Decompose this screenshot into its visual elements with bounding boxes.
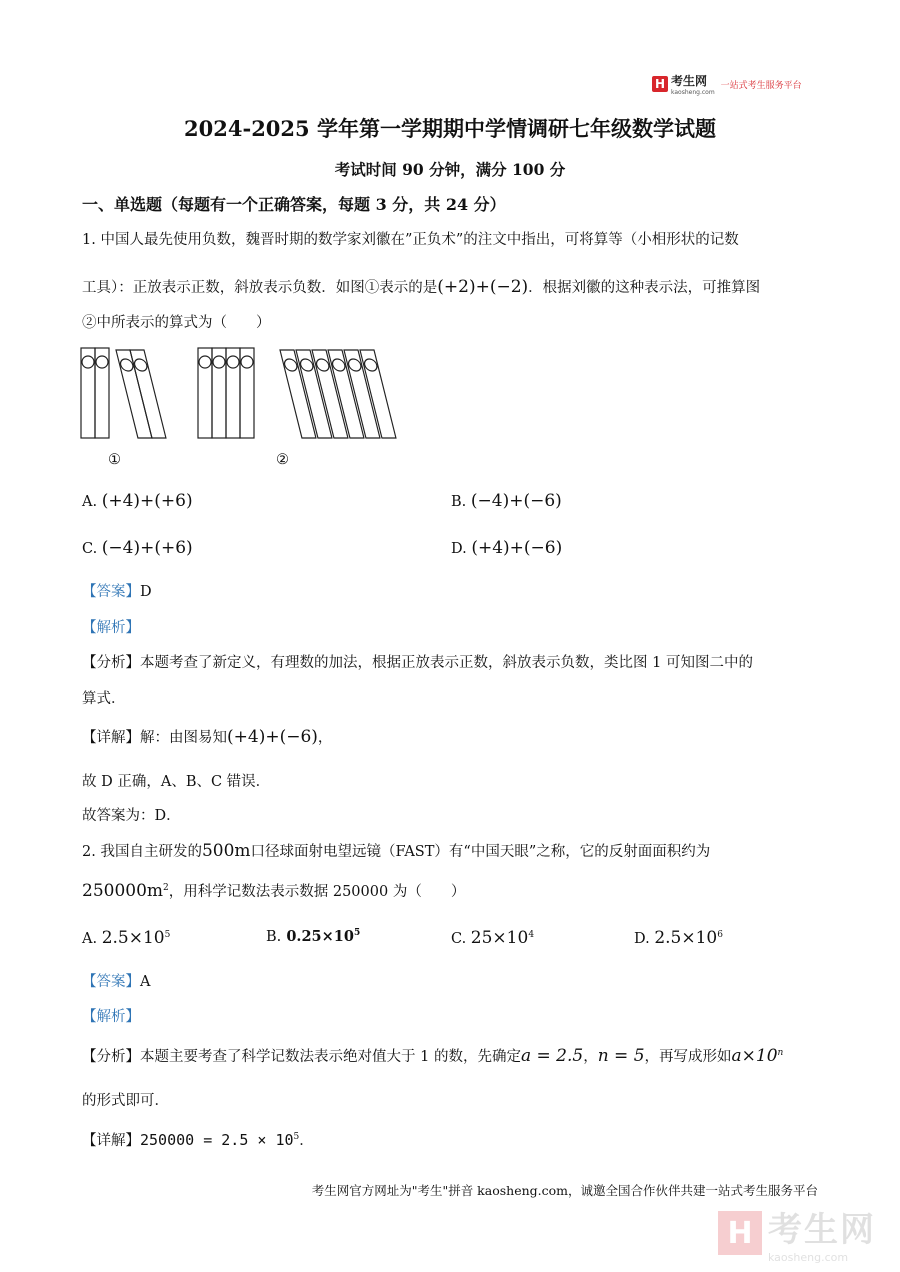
q1-option-d bbox=[451, 538, 562, 558]
rod-upright bbox=[81, 348, 95, 438]
fig1-upright-rods bbox=[81, 348, 109, 438]
logo-slogan: 一站式考生服务平台 bbox=[720, 80, 802, 91]
rod-upright bbox=[240, 348, 254, 438]
q2-option-c bbox=[451, 928, 534, 948]
q2-answer bbox=[82, 970, 150, 991]
q2-line1-math: 500m bbox=[201, 841, 251, 861]
rod-upright bbox=[198, 348, 212, 438]
q2-line2-math: 250000m bbox=[82, 881, 164, 901]
q2-line1 bbox=[82, 840, 710, 861]
fenxi-a: a = 2.5 bbox=[520, 1046, 584, 1066]
page-title: 2024-2025 学年第一学期期中学情调研七年级数学试题 bbox=[184, 116, 716, 141]
option-base: 0.25×10 bbox=[286, 928, 354, 945]
option-letter: C. bbox=[82, 541, 98, 557]
rod-upright bbox=[212, 348, 226, 438]
option-letter: A. bbox=[82, 931, 98, 947]
q2-line2 bbox=[82, 880, 465, 901]
option-letter: C. bbox=[451, 931, 467, 947]
fig2-label: ② bbox=[276, 452, 289, 468]
option-letter: B. bbox=[266, 929, 282, 945]
q1-line2 bbox=[82, 276, 760, 297]
q2-option-d bbox=[634, 928, 723, 948]
answer-tag: 【答案】 bbox=[82, 584, 140, 600]
answer-value: D bbox=[140, 584, 152, 600]
q1-conclusion2: 故答案为：D． bbox=[82, 808, 181, 824]
q2-line1b: 口径球面射电望远镜（FAST）有“中国天眼”之称，它的反射面面积约为 bbox=[250, 844, 711, 860]
q1-line3: ②中所表示的算式为（ ） bbox=[82, 315, 271, 331]
option-base: 25×10 bbox=[470, 928, 529, 948]
q2-xiangjie bbox=[82, 1129, 314, 1150]
counting-rods-figure bbox=[78, 342, 408, 472]
rod-slanted bbox=[344, 350, 380, 438]
watermark-icon: H bbox=[718, 1211, 762, 1255]
q2-line1a: 2. 我国自主研发的 bbox=[82, 844, 202, 860]
rod-upright bbox=[226, 348, 240, 438]
watermark-name: 考生网 bbox=[768, 1210, 876, 1250]
option-math: (+4)+(+6) bbox=[101, 491, 193, 511]
xiangjie-math: (+4)+(−6) bbox=[227, 727, 318, 747]
q1-line2b: ．根据刘徽的这种表示法，可推算图 bbox=[528, 280, 761, 296]
watermark-url: kaosheng.com bbox=[768, 1251, 849, 1264]
q1-line2-math: (+2)+(−2) bbox=[437, 277, 529, 297]
fig1-label: ① bbox=[108, 452, 121, 468]
option-letter: B. bbox=[451, 494, 467, 510]
fig2-slanted-rods bbox=[280, 350, 396, 438]
q1-option-c bbox=[82, 538, 193, 558]
fenxi-form: a×10 bbox=[731, 1046, 778, 1066]
fenxi-form-exp: n bbox=[777, 1048, 784, 1059]
option-math: (+4)+(−6) bbox=[471, 538, 563, 558]
q1-option-a bbox=[82, 491, 193, 511]
q2-option-b bbox=[266, 928, 360, 945]
watermark-logo bbox=[718, 1202, 876, 1264]
option-math: (−4)+(−6) bbox=[470, 491, 562, 511]
option-exp: 6 bbox=[717, 930, 723, 941]
fenxi-tag: 【分析】 bbox=[82, 1049, 140, 1065]
xiangjie-end: ， bbox=[317, 730, 333, 746]
option-exp: 4 bbox=[528, 930, 535, 941]
fig1-slanted-rods bbox=[116, 350, 166, 438]
xiangjie-tag: 【详解】 bbox=[82, 730, 140, 746]
logo-name: 考生网 bbox=[671, 74, 708, 88]
q2-option-a bbox=[82, 928, 170, 948]
option-exp: 5 bbox=[164, 930, 171, 941]
rod-upright bbox=[95, 348, 109, 438]
rod-slanted bbox=[312, 350, 348, 438]
q2-line2-sup: 2 bbox=[163, 883, 169, 894]
q2-fenxi-line2: 的形式即可． bbox=[82, 1093, 169, 1109]
q2-line2b: ，用科学记数法表示数据 250000 为（ ） bbox=[168, 884, 466, 900]
fenxi-text: 本题考查了新定义，有理数的加法，根据正放表示正数，斜放表示负数，类比图 1 可知图二中的 bbox=[140, 655, 753, 671]
q1-line2a: 工具）：正放表示正数，斜放表示负数．如图①表示的是 bbox=[82, 280, 438, 296]
page-subtitle: 考试时间 90 分钟，满分 100 分 bbox=[334, 160, 566, 179]
fenxi-text-b: ，再写成形如 bbox=[644, 1049, 732, 1065]
option-math: (−4)+(+6) bbox=[101, 538, 193, 558]
rod-slanted bbox=[280, 350, 316, 438]
footer-text: 考生网官方网址为"考生"拼音 kaosheng.com，诚邀全国合作伙伴共建一站式考生服务平台 bbox=[311, 1183, 818, 1198]
fig2-upright-rods bbox=[198, 348, 254, 438]
section-heading: 一、单选题（每题有一个正确答案，每题 3 分，共 24 分） bbox=[82, 195, 506, 214]
rod-slanted bbox=[328, 350, 364, 438]
q1-conclusion1: 故 D 正确，A、B、C 错误． bbox=[82, 774, 271, 790]
answer-value: A bbox=[140, 974, 151, 990]
xiangjie-text: 解：由图易知 bbox=[140, 730, 227, 746]
q1-line1: 1. 中国人最先使用负数，魏晋时期的数学家刘徽在”正负术”的注文中指出，可将算等（小相形状的记数 bbox=[82, 232, 739, 248]
xiangjie-exp: 5 bbox=[293, 1132, 300, 1143]
answer-tag: 【答案】 bbox=[82, 974, 140, 990]
fenxi-text: 本题主要考查了科学记数法表示绝对值大于 1 的数，先确定 bbox=[140, 1049, 521, 1065]
logo-url: kaosheng.com bbox=[671, 89, 715, 96]
logo-icon: H bbox=[652, 76, 668, 92]
q1-option-b bbox=[451, 491, 562, 511]
q1-analysis-tag: 【解析】 bbox=[82, 620, 140, 636]
q2-fenxi-line1 bbox=[82, 1045, 783, 1066]
xiangjie-tag: 【详解】 bbox=[82, 1133, 140, 1149]
option-exp: 5 bbox=[353, 928, 361, 939]
rod-slanted bbox=[296, 350, 332, 438]
fenxi-n: n = 5 bbox=[597, 1046, 645, 1066]
fenxi-tag: 【分析】 bbox=[82, 655, 140, 671]
xiangjie-end: ． bbox=[299, 1133, 314, 1149]
q1-answer bbox=[82, 580, 152, 601]
fenxi-comma: ， bbox=[583, 1049, 598, 1065]
rod-slanted bbox=[360, 350, 396, 438]
option-letter: D. bbox=[451, 541, 467, 557]
q1-fenxi-line2: 算式． bbox=[82, 691, 126, 707]
q1-xiangjie bbox=[82, 726, 332, 747]
option-letter: A. bbox=[82, 494, 98, 510]
xiangjie-math: 250000 = 2.5 × 10 bbox=[140, 1131, 294, 1149]
rod-slanted bbox=[130, 350, 166, 438]
option-letter: D. bbox=[634, 931, 650, 947]
q2-analysis-tag: 【解析】 bbox=[82, 1009, 140, 1025]
option-base: 2.5×10 bbox=[101, 928, 165, 948]
q1-fenxi-line1 bbox=[82, 651, 753, 672]
option-base: 2.5×10 bbox=[654, 928, 718, 948]
header-logo bbox=[652, 74, 802, 94]
